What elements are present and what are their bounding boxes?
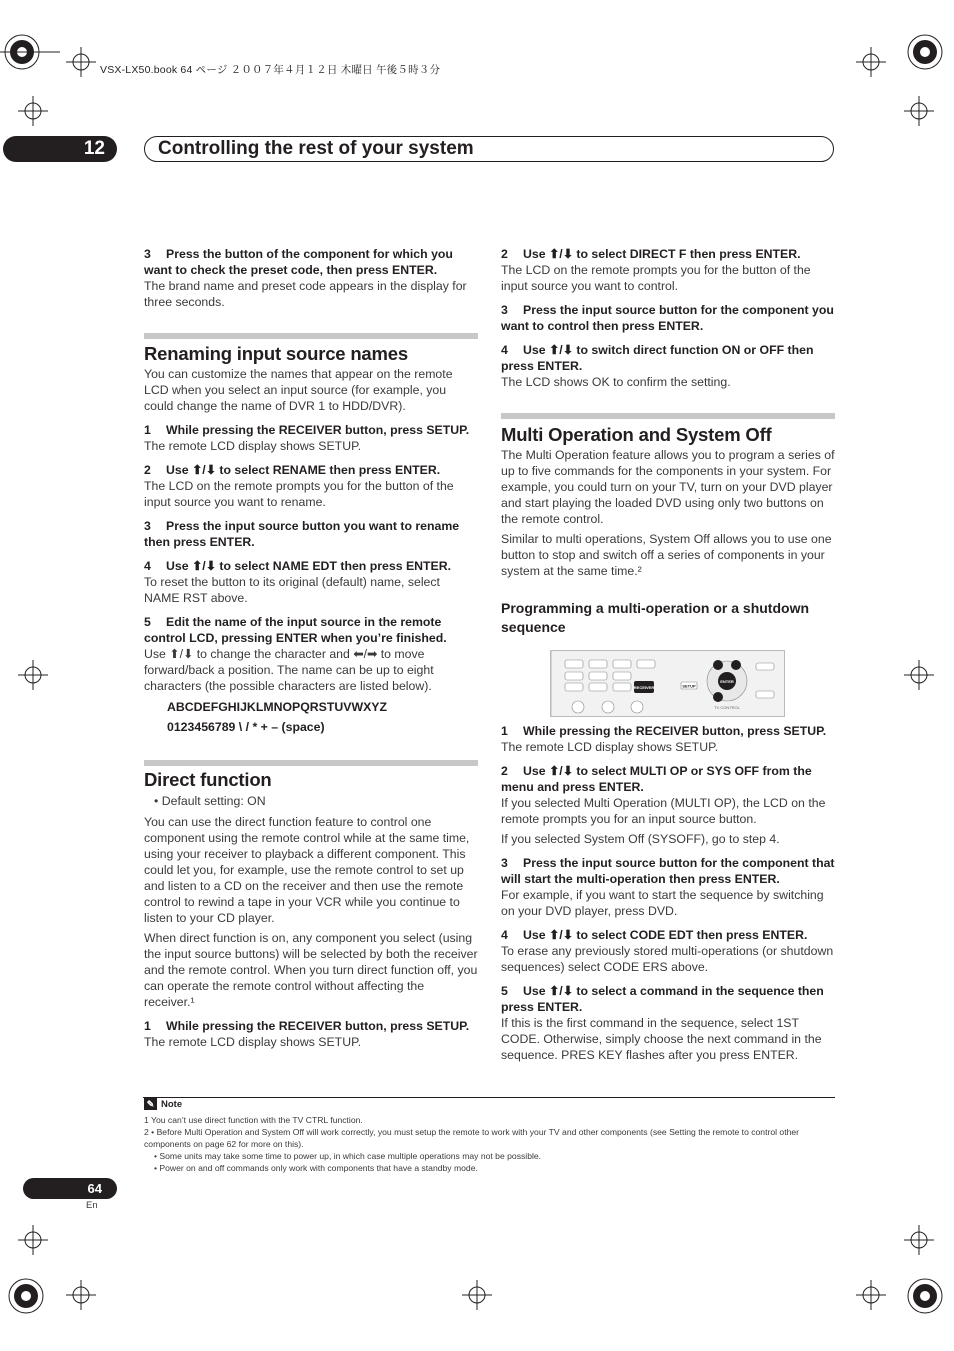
footnote: • Some units may take some time to power up, in which case multiple operations may not be possible. bbox=[154, 1151, 542, 1161]
step-body: If you selected Multi Operation (MULTI OP), the LCD on the remote prompts you for an input source button. bbox=[501, 796, 826, 826]
multi-paragraph: The Multi Operation feature allows you to program a series of up to five commands for the components in your system. For example, you could turn on your TV, turn on your DVD player and start playing the loaded DVD using only two buttons on the remote control. bbox=[501, 448, 835, 526]
page-language: En bbox=[86, 1200, 98, 1211]
section-bar bbox=[144, 333, 478, 339]
step-title: 4 Use ⬆/⬇ to select NAME EDT then press ENTER. bbox=[144, 559, 452, 573]
subsection-heading: Programming a multi-operation or a shutdown sequence bbox=[501, 600, 810, 635]
step-title: 3 Press the input source button you want to rename then press ENTER. bbox=[144, 519, 460, 549]
step-body: The brand name and preset code appears in the display for three seconds. bbox=[144, 279, 467, 309]
step-title: 2 Use ⬆/⬇ to select DIRECT F then press ENTER. bbox=[501, 247, 801, 261]
step-title: 1 While pressing the RECEIVER button, press SETUP. bbox=[501, 724, 827, 738]
step-body: To erase any previously stored multi-operations (or shutdown sequences) select CODE ERS above. bbox=[501, 944, 834, 974]
chapter-title: Controlling the rest of your system bbox=[158, 138, 474, 159]
note-label: Note bbox=[161, 1098, 183, 1110]
section-heading-renaming: Renaming input source names bbox=[144, 343, 408, 364]
step-title: 5 Edit the name of the input source in the remote control LCD, pressing ENTER when you’re finished. bbox=[144, 615, 447, 645]
step-title: 4 Use ⬆/⬇ to switch direct function ON or OFF then press ENTER. bbox=[501, 343, 814, 373]
step-title: 1 While pressing the RECEIVER button, press SETUP. bbox=[144, 423, 470, 437]
note-heading bbox=[144, 1098, 182, 1110]
enter-button-label: ENTER bbox=[720, 679, 734, 684]
footnote: 2 • Before Multi Operation and System Off will work correctly, you must setup the remote to work with your TV and other components (see Setting the remote to control other components on page 62 for more on this). bbox=[144, 1127, 799, 1149]
step-body: To reset the button to its original (default) name, select NAME RST above. bbox=[144, 575, 440, 605]
chapter-title-box bbox=[144, 136, 834, 162]
default-setting: • Default setting: ON bbox=[154, 794, 266, 808]
programming-steps bbox=[501, 723, 835, 1063]
step-body: The LCD on the remote prompts you for the button of the input source you want to control. bbox=[501, 263, 811, 293]
crosshair-icon bbox=[66, 1280, 96, 1310]
step-body: The LCD on the remote prompts you for the button of the input source you want to rename. bbox=[144, 479, 454, 509]
note-pencil-icon: ✎ bbox=[144, 1098, 157, 1110]
step-title: 3 Press the input source button for the component you want to control then press ENTER. bbox=[501, 303, 834, 333]
footnote-rule bbox=[143, 1097, 835, 1098]
step-body: The LCD shows OK to confirm the setting. bbox=[501, 375, 731, 389]
chapter-number: 12 bbox=[3, 136, 117, 162]
step-body: For example, if you want to start the sequence by switching on your DVD player, press DVD. bbox=[501, 888, 824, 918]
crosshair-icon bbox=[856, 1280, 886, 1310]
section-heading-direct: Direct function bbox=[144, 769, 272, 790]
step-body: The remote LCD display shows SETUP. bbox=[144, 439, 362, 453]
step-body: If this is the first command in the sequence, select 1ST CODE. Otherwise, simply choose the next command in the sequence. PRES KEY flashes after you press ENTER. bbox=[501, 1016, 822, 1062]
setup-button-label: SETUP bbox=[682, 683, 696, 689]
step-body: If you selected System Off (SYSOFF), go to step 4. bbox=[501, 832, 780, 846]
step-title: 2 Use ⬆/⬇ to select RENAME then press ENTER. bbox=[144, 463, 441, 477]
registration-mark-icon bbox=[0, 30, 60, 90]
left-column bbox=[144, 246, 478, 310]
direct-section bbox=[144, 793, 478, 1050]
crosshair-icon bbox=[904, 1225, 934, 1255]
step-title: 3 Press the input source button for the component that will start the multi-operation then press ENTER. bbox=[501, 856, 835, 886]
footnote: • Power on and off commands only work with components that have a standby mode. bbox=[154, 1163, 478, 1173]
tv-control-label: TV CONTROL bbox=[714, 705, 740, 710]
character-list: ABCDEFGHIJKLMNOPQRSTUVWXYZ bbox=[167, 700, 387, 714]
page-number: 64 bbox=[23, 1178, 117, 1199]
crosshair-icon bbox=[462, 1280, 492, 1310]
multi-section bbox=[501, 447, 835, 579]
step-title: 2 Use ⬆/⬇ to select MULTI OP or SYS OFF from the menu and press ENTER. bbox=[501, 764, 812, 794]
step-body: The remote LCD display shows SETUP. bbox=[501, 740, 719, 754]
crosshair-icon bbox=[18, 660, 48, 690]
footnotes bbox=[144, 1114, 834, 1174]
receiver-button-label: RECEIVER bbox=[633, 685, 655, 690]
crosshair-icon bbox=[904, 96, 934, 126]
crosshair-icon bbox=[18, 1225, 48, 1255]
step-body: The remote LCD display shows SETUP. bbox=[144, 1035, 362, 1049]
registration-mark-icon bbox=[895, 30, 954, 90]
print-header: VSX-LX50.book 64 ページ ２００７年４月１２日 木曜日 午後５時３分 bbox=[100, 64, 441, 76]
renaming-section bbox=[144, 366, 478, 735]
step-title: 5 Use ⬆/⬇ to select a command in the sequence then press ENTER. bbox=[501, 984, 824, 1014]
step-title: 4 Use ⬆/⬇ to select CODE EDT then press ENTER. bbox=[501, 928, 808, 942]
renaming-intro: You can customize the names that appear on the remote LCD when you select an input source (for example, you could change the name of DVR 1 to HDD/DVR). bbox=[144, 367, 453, 413]
step-title: 1 While pressing the RECEIVER button, press SETUP. bbox=[144, 1019, 470, 1033]
registration-mark-icon bbox=[895, 1266, 954, 1326]
multi-paragraph: Similar to multi operations, System Off allows you to use one button to stop and switch off a series of components in your system at the same time.² bbox=[501, 532, 832, 578]
section-bar bbox=[501, 413, 835, 419]
right-column-top bbox=[501, 246, 835, 390]
section-heading-multi: Multi Operation and System Off bbox=[501, 424, 772, 445]
character-list: 0123456789 \ / * + – (space) bbox=[167, 720, 325, 734]
crosshair-icon bbox=[18, 96, 48, 126]
remote-control-illustration bbox=[550, 650, 785, 717]
crosshair-icon bbox=[904, 660, 934, 690]
direct-paragraph: You can use the direct function feature to control one component using the remote control while at the same time, using your receiver to playback a different component. This could let you, for example, use the remote control to set up and listen to a CD on the receiver and then use the remote control to rewind a tape in your VCR while you continue to listen to your CD player. bbox=[144, 815, 470, 925]
direct-paragraph: When direct function is on, any component you select (using the input source buttons) will be selected by both the receiver and the remote control. When you turn direct function off, you can operate the remote control without affecting the receiver.¹ bbox=[144, 931, 478, 1009]
crosshair-icon bbox=[66, 47, 96, 77]
crosshair-icon bbox=[856, 47, 886, 77]
step-title: 3 Press the button of the component for which you want to check the preset code, then press ENTER. bbox=[144, 247, 453, 277]
footnote: 1 You can’t use direct function with the TV CTRL function. bbox=[144, 1115, 363, 1125]
section-bar bbox=[144, 760, 478, 766]
registration-mark-icon bbox=[0, 1266, 60, 1326]
step-body: Use ⬆/⬇ to change the character and ⬅/➡ to move forward/back a position. The name can be up to eight characters (the possible characters are listed below). bbox=[144, 647, 434, 693]
